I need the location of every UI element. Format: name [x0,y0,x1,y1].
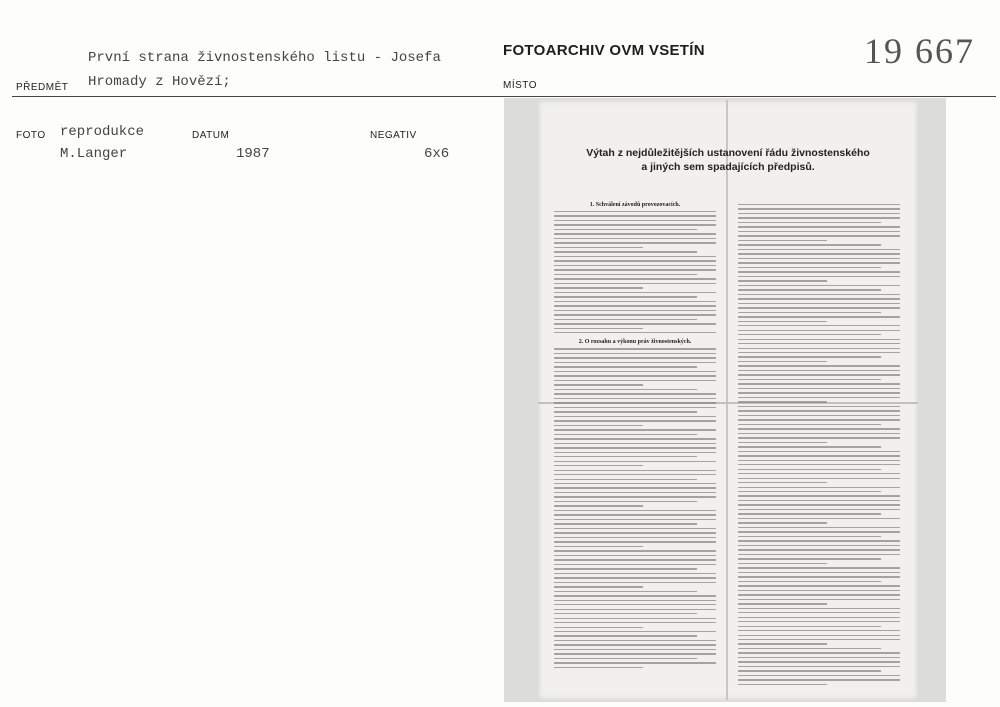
text-line [554,287,643,288]
text-line [554,456,697,457]
text-line [738,451,900,452]
text-line [738,513,881,514]
text-line [554,247,643,248]
text-line [554,635,697,636]
text-line [738,626,881,627]
text-line [554,573,716,574]
text-line [554,447,716,448]
text-line [554,425,643,426]
text-line [738,348,900,349]
text-line [554,348,716,349]
text-line [554,640,716,641]
text-line [738,657,900,658]
text-line [554,407,716,408]
text-line [554,662,716,663]
text-line [554,658,697,659]
text-line [738,388,900,389]
text-line [738,442,827,443]
text-line [554,505,643,506]
text-line [554,353,716,354]
text-line [738,253,900,254]
text-line [738,643,827,644]
text-line [554,389,697,390]
text-line [554,483,716,484]
text-line [554,470,716,471]
text-line [554,600,716,601]
text-line [554,242,716,243]
text-line [554,465,643,466]
text-line [738,370,900,371]
text-line [554,532,716,533]
text-line [738,478,900,479]
text-line [554,305,716,306]
text-line [738,433,900,434]
text-line [554,371,716,372]
text-line [554,238,716,239]
text-line [738,365,900,366]
text-line [554,653,716,654]
text-line [554,461,716,462]
text-line [738,603,827,604]
text-line [738,594,900,595]
fold-vertical [726,100,728,700]
text-line [738,419,900,420]
text-line [554,487,716,488]
text-line [738,617,900,618]
text-line [554,215,716,216]
text-line [738,217,900,218]
text-line [554,550,716,551]
text-line [738,504,900,505]
text-line [554,627,643,628]
text-block [554,211,716,333]
text-line [738,495,900,496]
text-line [554,622,716,623]
text-line [738,258,900,259]
text-line [554,260,716,261]
text-line [738,661,900,662]
text-line [554,269,716,270]
subject-line-2: Hromady z Hovězí; [88,74,231,90]
text-line [738,639,900,640]
text-block [554,348,716,668]
document-title-line-1: Výtah z nejdůležitějších ustanovení řádu živnostenského [586,147,870,159]
right-column [738,204,900,688]
text-line [554,380,716,381]
section-heading-1: 1. Schválení závodů provozovacích. [589,202,681,208]
text-line [738,446,881,447]
text-line [738,204,900,205]
text-line [738,298,900,299]
text-line [554,224,716,225]
text-line [738,235,900,236]
text-line [554,420,716,421]
text-line [554,609,716,610]
text-line [554,631,716,632]
text-line [738,267,881,268]
text-line [554,519,716,520]
text-line [554,496,716,497]
text-line [554,384,643,385]
text-line [738,361,827,362]
text-line [554,479,697,480]
text-line [554,564,716,565]
text-line [554,644,716,645]
text-line [554,492,716,493]
inventory-number: 19 667 [864,31,975,71]
date-value: 1987 [236,146,270,162]
text-line [738,249,900,250]
text-line [738,455,900,456]
text-line [554,514,716,515]
text-line [738,392,900,393]
text-line [554,283,716,284]
text-line [738,240,827,241]
text-line [738,487,900,488]
text-line [738,581,881,582]
text-line [554,211,716,212]
text-line [554,591,697,592]
text-line [738,280,827,281]
text-line [738,482,827,483]
text-line [738,213,900,214]
text-line [738,406,900,407]
text-line [554,301,716,302]
text-line [738,374,900,375]
text-line [554,233,716,234]
text-line [554,595,716,596]
text-line [554,265,716,266]
header-divider [12,96,996,97]
text-line [738,231,900,232]
text-line [738,567,900,568]
text-line [554,314,716,315]
text-line [738,522,827,523]
text-line [738,334,881,335]
text-line [738,652,900,653]
text-line [738,608,900,609]
text-line [738,379,881,380]
text-line [738,675,900,676]
text-line [554,528,716,529]
text-line [554,501,697,502]
text-line [554,582,716,583]
text-line [738,473,900,474]
text-line [554,362,716,363]
photo-value-1: reprodukce [60,124,145,140]
text-line [738,312,881,313]
date-label: DATUM [192,130,230,141]
text-line [738,330,900,331]
text-line [738,321,827,322]
negative-value: 6x6 [424,146,450,162]
text-line [554,604,716,605]
text-line [554,332,716,333]
document-sheet [538,100,918,700]
text-line [738,666,900,667]
text-line [738,428,900,429]
text-line [554,278,716,279]
text-line [738,576,900,577]
text-line [738,590,900,591]
text-line [738,460,900,461]
negative-label: NEGATIV [370,130,417,141]
text-line [738,554,900,555]
text-line [554,649,716,650]
text-line [738,244,881,245]
text-line [554,438,716,439]
text-line [738,285,900,286]
subject-label: PŘEDMĚT [16,82,69,93]
text-line [738,415,900,416]
text-line [554,537,716,538]
text-line [738,518,900,519]
text-line [554,323,716,324]
text-line [554,546,643,547]
text-line [738,509,900,510]
archive-title: FOTOARCHIV OVM VSETÍN [503,42,705,59]
text-line [738,397,900,398]
left-column [554,200,716,671]
text-line [738,303,900,304]
text-line [738,545,900,546]
text-line [554,296,697,297]
text-line [738,401,827,402]
text-line [738,585,900,586]
document-photograph [504,98,946,702]
text-line [738,316,900,317]
text-line [554,452,716,453]
text-line [738,356,881,357]
text-line [554,474,716,475]
text-line [554,434,697,435]
text-line [554,555,716,556]
text-line [554,416,716,417]
photo-value-2: M.Langer [60,146,128,162]
text-line [554,274,697,275]
text-line [554,398,716,399]
document-title [558,146,898,174]
text-line [738,339,900,340]
text-line [738,648,881,649]
text-line [554,319,697,320]
text-line [554,310,716,311]
section-heading-2: 2. O rozsahu a výkonu práv živnostenských. [578,339,692,346]
text-line [738,262,900,263]
text-line [738,527,900,528]
text-line [554,229,697,230]
text-line [554,357,716,358]
text-line [738,491,881,492]
text-line [738,437,900,438]
text-line [554,510,716,511]
text-line [554,613,697,614]
document-title-line-2: a jiných sem spadajících předpisů. [641,161,815,173]
photo-label: FOTO [16,130,46,141]
text-line [554,251,697,252]
text-line [738,410,900,411]
text-line [554,559,716,560]
subject-line-1: První strana živnostenského listu - Josefa [88,50,441,66]
text-line [738,684,827,685]
text-line [554,393,716,394]
text-line [554,577,716,578]
text-line [738,226,900,227]
text-line [738,464,900,465]
text-line [738,630,900,631]
text-line [738,271,900,272]
text-line [554,541,716,542]
text-line [738,222,881,223]
text-line [554,328,643,329]
text-line [738,500,900,501]
text-line [738,383,900,384]
text-line [738,536,881,537]
text-line [738,276,900,277]
text-line [738,621,900,622]
text-line [554,443,716,444]
text-line [554,523,697,524]
text-line [554,375,716,376]
text-line [738,208,900,209]
text-line [554,429,716,430]
text-line [738,599,900,600]
text-line [738,670,881,671]
place-label: MÍSTO [503,80,537,91]
text-line [738,289,881,290]
text-line [738,424,881,425]
text-line [738,469,881,470]
text-line [738,612,900,613]
text-line [738,563,827,564]
text-line [554,586,643,587]
text-line [738,343,900,344]
text-line [738,307,900,308]
text-line [554,402,716,403]
text-line [738,635,900,636]
text-line [554,568,697,569]
text-line [554,411,697,412]
text-line [738,540,900,541]
text-line [554,366,697,367]
text-line [738,558,881,559]
text-line [738,549,900,550]
text-line [554,667,643,668]
text-line [554,256,716,257]
text-line [554,292,716,293]
text-line [738,294,900,295]
text-block [738,204,900,685]
text-line [738,352,900,353]
text-line [738,679,900,680]
text-line [738,572,900,573]
text-line [738,325,900,326]
text-line [554,220,716,221]
text-line [554,618,716,619]
text-line [738,531,900,532]
